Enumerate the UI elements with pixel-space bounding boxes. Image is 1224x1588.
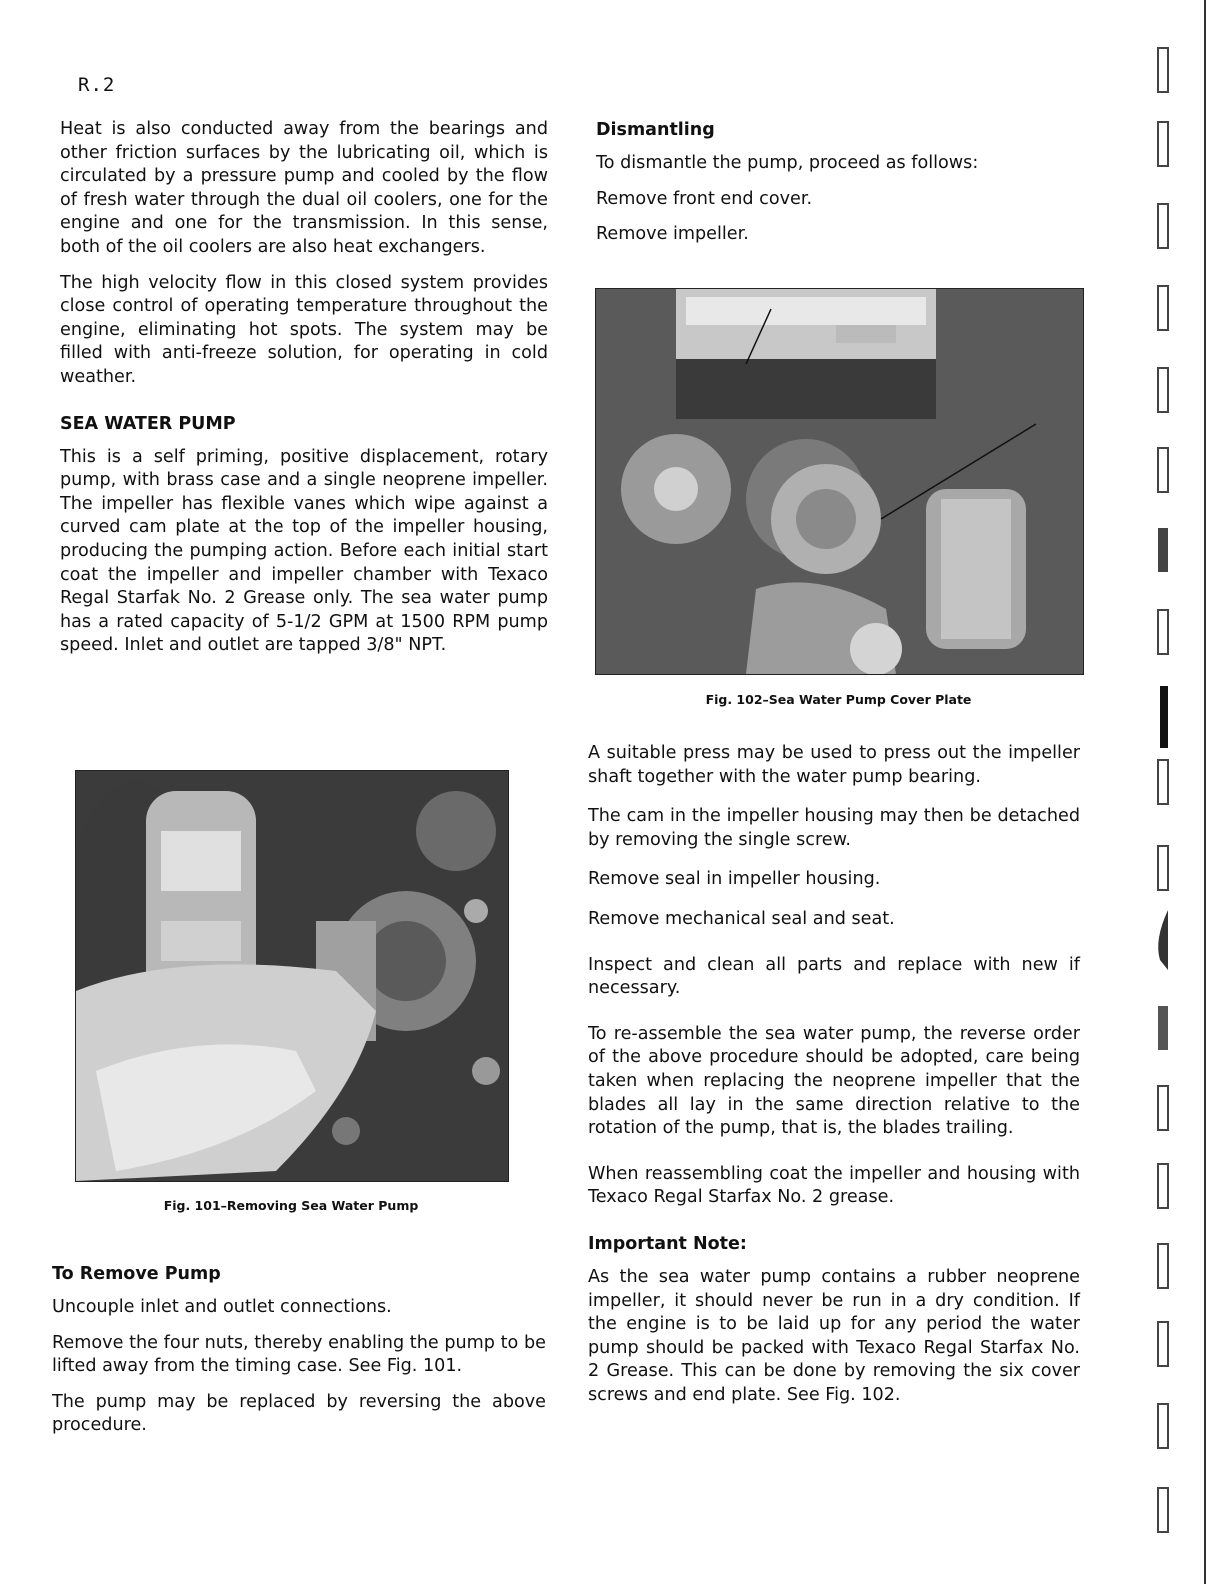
paragraph-replace-pump: The pump may be replaced by reversing the above procedure. [52, 1391, 546, 1436]
paragraph-coat: When reassembling coat the impeller and housing with Texaco Regal Starfax No. 2 grease. [588, 1163, 1080, 1208]
binding-strip [1150, 0, 1224, 1584]
paragraph-cam: The cam in the impeller housing may then be detached by removing the single screw. [588, 806, 1080, 850]
right-column-bottom [588, 742, 1080, 1419]
fig-101-photo [75, 770, 509, 1182]
left-column [60, 118, 548, 670]
page-number: R.2 [78, 74, 116, 96]
paragraph-sea-water-pump: This is a self priming, positive displacement, rotary pump, with brass case and a single neoprene impeller. The impeller has flexible vanes which wipe against a curved cam plate at the top of the impeller housing, producing the pumping action. Before each initial start coat the impeller and impeller chamber with Texaco Regal Starfak No. 2 Grease only. The sea water pump has a rated capacity of 5-1/2 GPM at 1500 RPM pump speed. Inlet and outlet are tapped 3/8" NPT. [60, 446, 548, 656]
heading-dismantling: Dismantling [596, 120, 715, 140]
fig-102-photo [595, 288, 1084, 675]
paragraph-remove-nuts: Remove the four nuts, thereby enabling the pump to be lifted away from the timing case. See Fig. 101. [52, 1332, 546, 1377]
paragraph-dismantle-intro: To dismantle the pump, proceed as follows: [596, 153, 979, 173]
right-column-top [596, 118, 1082, 259]
fig-102-caption: Fig. 102–Sea Water Pump Cover Plate [705, 692, 972, 707]
paragraph-press: A suitable press may be used to press out the impeller shaft together with the water pump bearing. [588, 743, 1080, 787]
paragraph-important-note: As the sea water pump contains a rubber neoprene impeller, it should never be run in a dry condition. If the engine is to be laid up for any period the water pump should be packed with Texaco Regal Starfax No. 2 Grease. This can be done by removing the six cover screws and end plate. See Fig. 102. [588, 1266, 1080, 1405]
heading-important-note: Important Note: [588, 1233, 747, 1254]
heading-to-remove-pump: To Remove Pump [52, 1264, 221, 1284]
paragraph-uncouple: Uncouple inlet and outlet connections. [52, 1297, 392, 1317]
page-edge [1204, 0, 1206, 1584]
fig-101-caption: Fig. 101–Removing Sea Water Pump [163, 1198, 419, 1213]
paragraph-remove-seal: Remove seal in impeller housing. [588, 869, 881, 890]
paragraph-inspect: Inspect and clean all parts and replace with new if necessary. [588, 954, 1080, 999]
paragraph-heat-conduction: Heat is also conducted away from the bearings and other friction surfaces by the lubricating oil, which is circulated by a pressure pump and cooled by the flow of fresh water through the dual oil coolers, one for the engine and one for the transmission. In this sense, both of the oil coolers are also heat exchangers. [60, 119, 548, 257]
paragraph-reassemble: To re-assemble the sea water pump, the reverse order of the above procedure should be adopted, care being taken when replacing the neoprene impeller that the blades all lay in the same direction relative to the rotation of the pump, that is, the blades trailing. [588, 1023, 1080, 1139]
paragraph-closed-system: The high velocity flow in this closed system provides close control of operating temperature throughout the engine, eliminating hot spots. The system may be filled with anti-freeze solution, for operating in cold weather. [60, 272, 548, 387]
paragraph-remove-impeller: Remove impeller. [596, 224, 749, 245]
paragraph-remove-cover: Remove front end cover. [596, 188, 813, 209]
remove-pump-section [52, 1262, 546, 1450]
heading-sea-water-pump: SEA WATER PUMP [60, 413, 236, 434]
paragraph-mechanical-seal: Remove mechanical seal and seat. [588, 908, 895, 929]
